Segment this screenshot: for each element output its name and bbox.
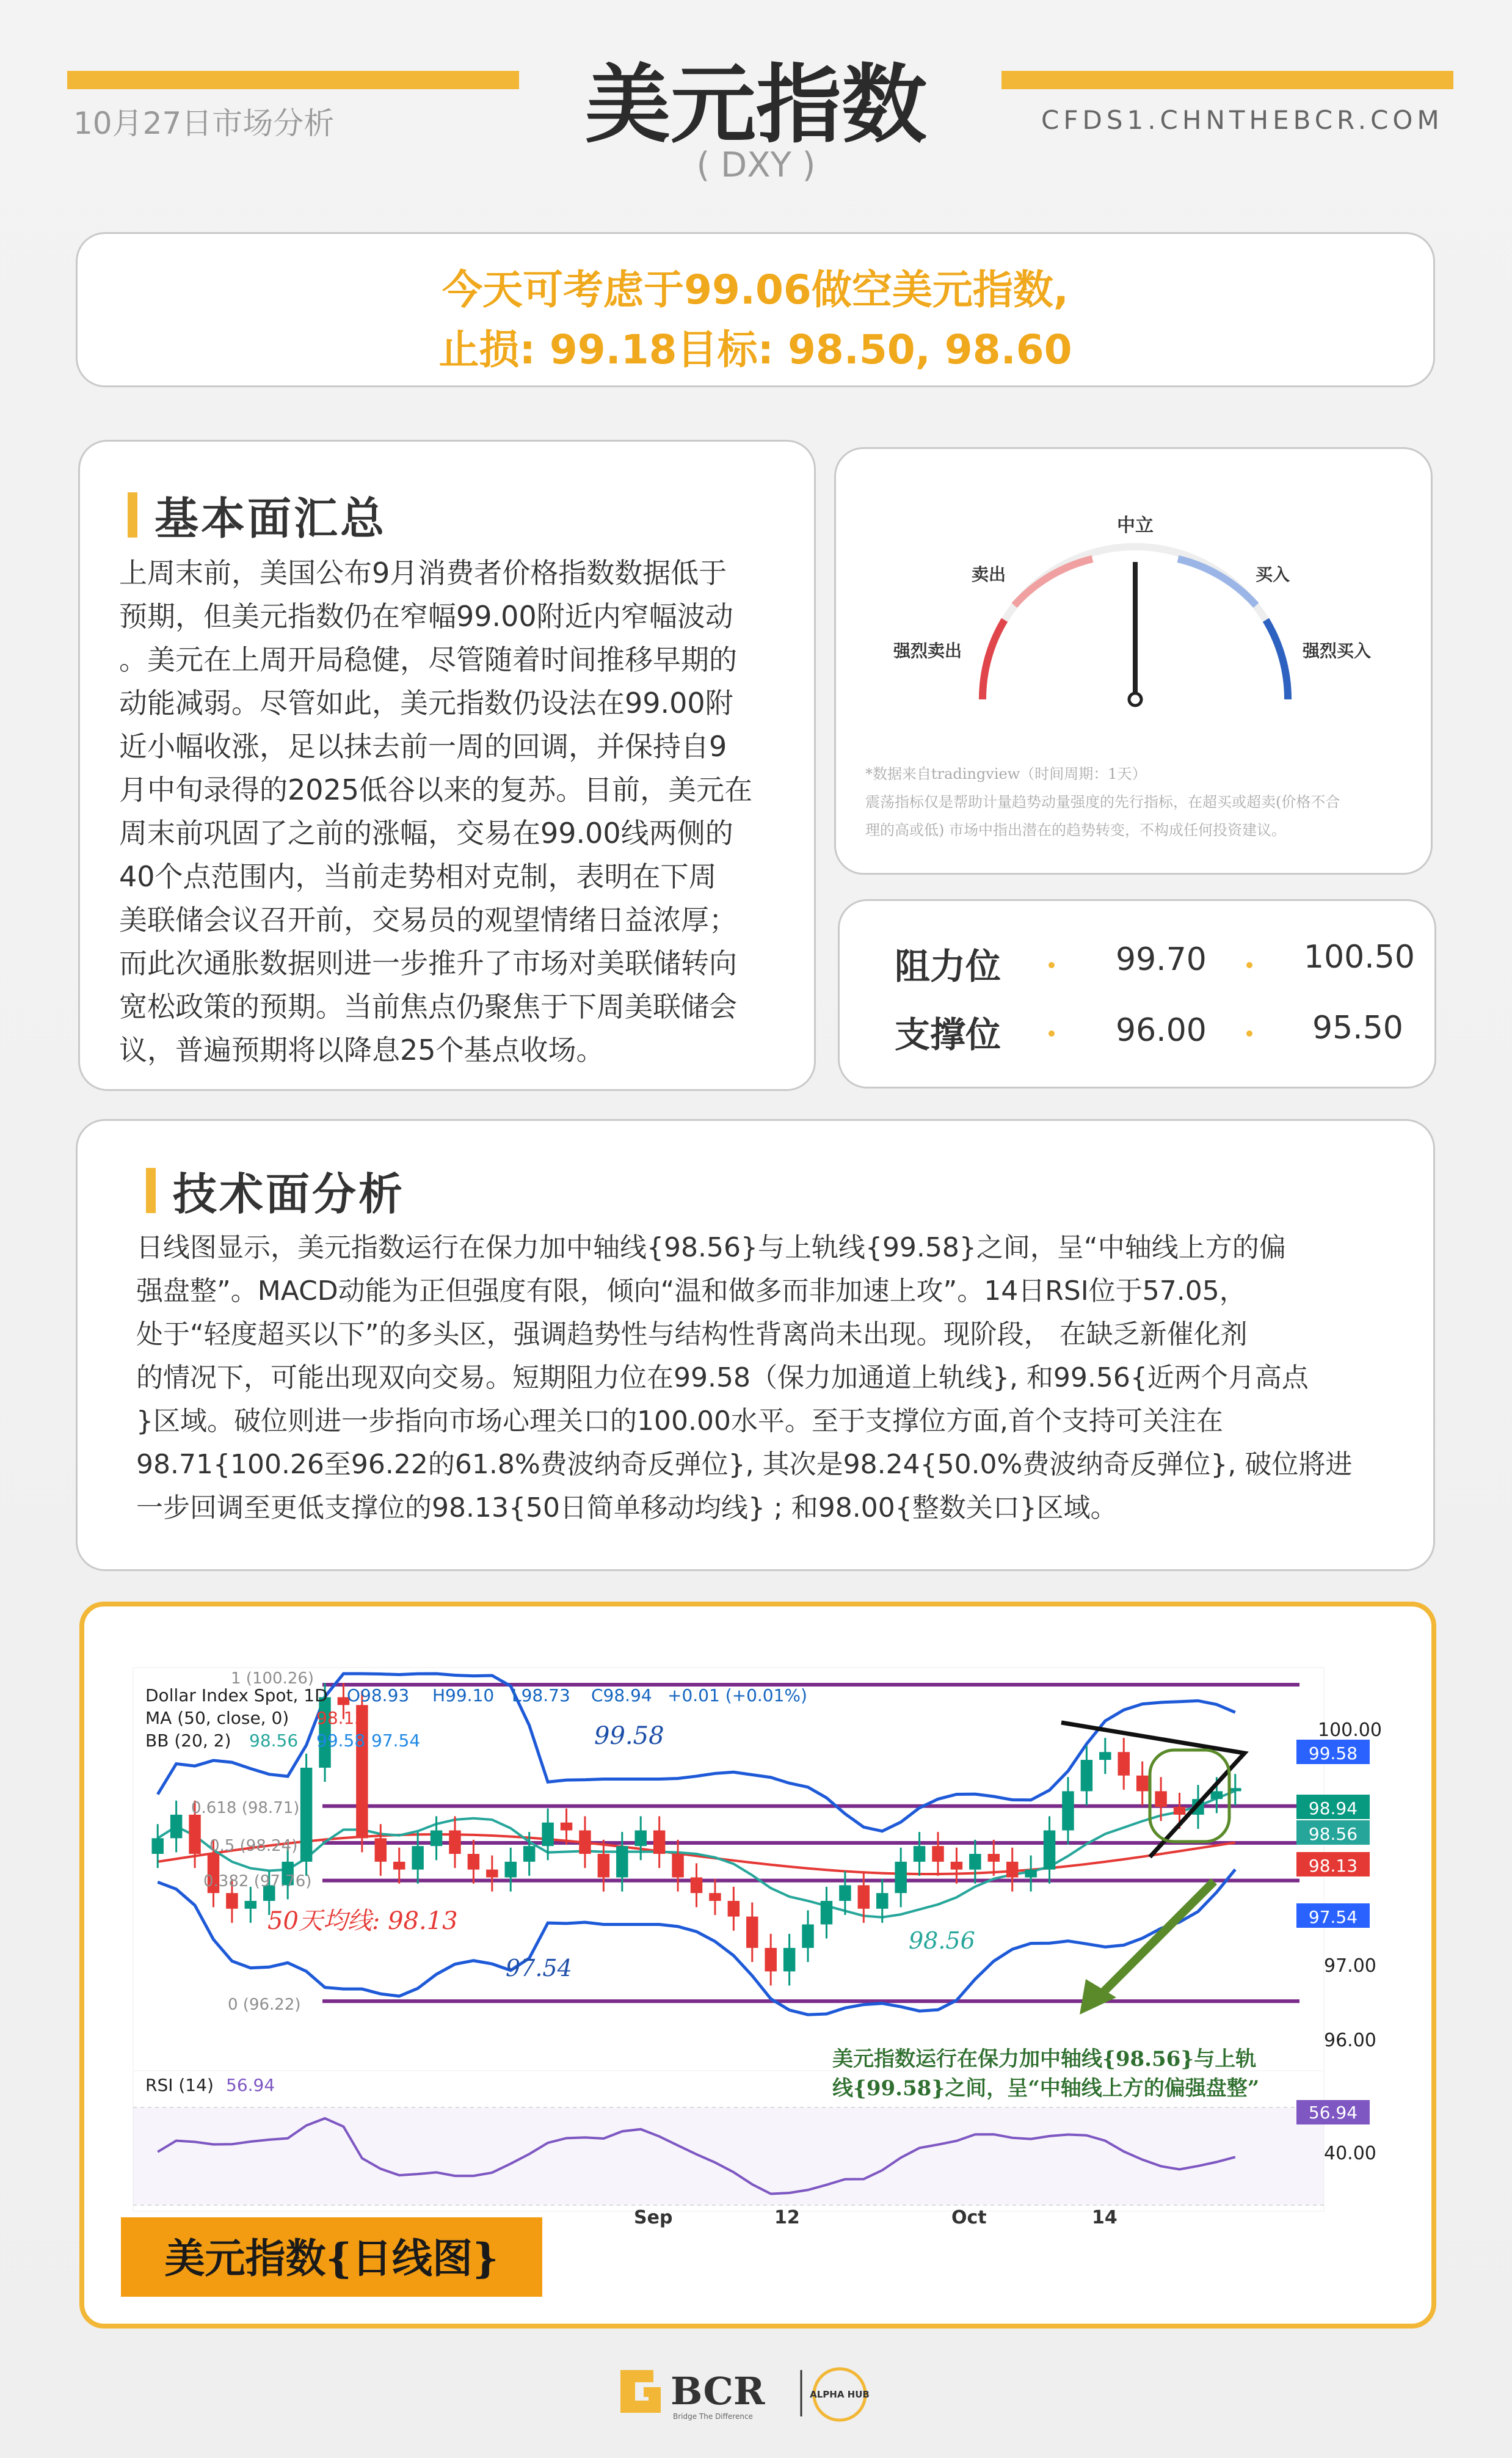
candle-body (300, 1768, 312, 1862)
candle-body (821, 1901, 832, 1924)
candle-body (1211, 1791, 1223, 1799)
signal-card (76, 232, 1435, 387)
candle-body (1155, 1791, 1166, 1807)
legend-ma: MA (50, close, 0) (145, 1708, 289, 1728)
candle-body (598, 1854, 609, 1877)
fib-label-05: 0.5 (98.24) (209, 1837, 298, 1855)
page-title: 美元指数 (584, 56, 927, 155)
candle-body (728, 1901, 740, 1917)
gauge-arc-buy (1178, 559, 1256, 605)
support-level-2: 95.50 (1312, 1010, 1403, 1046)
resistance-level-1: 99.70 (1116, 941, 1207, 978)
alpha-hub-text: ALPHA HUB (810, 2389, 870, 2400)
site-url[interactable]: CFDS1.CHNTHEBCR.COM (1041, 105, 1444, 135)
price-axis-label: 96.00 (1324, 2030, 1376, 2051)
annotation-comment-2: 线{99.58}之间，呈“中轴线上方的偏强盘整” (832, 2076, 1260, 2101)
technical-line: 的情况下，可能出现双向交易。短期阻力位在99.58（保力加通道上轨线}, 和99.56{近两个月高点 (136, 1362, 1309, 1393)
candle-body (914, 1846, 925, 1862)
candle-body (932, 1846, 943, 1862)
fundamentals-line: 近小幅收涨，足以抹去前一周的回调，并保持自9 (119, 730, 727, 763)
resistance-label: 阻力位 (895, 946, 1001, 987)
fundamentals-line: 40个点范围内，当前走势相对克制，表明在下周 (119, 860, 717, 893)
candle-body (170, 1815, 182, 1838)
candle-body (746, 1917, 758, 1948)
candle-body (634, 1831, 646, 1847)
signal-line-2: 止损: 99.18目标: 98.50, 98.60 (438, 326, 1072, 373)
fib-label-0: 0 (96.22) (228, 1996, 301, 2014)
candle-body (523, 1846, 535, 1862)
level-dot (1246, 962, 1252, 968)
heading-accent (128, 492, 137, 538)
candle-body (1099, 1752, 1111, 1760)
fundamentals-line: 议，普遍预期将以降息25个基点收场。 (119, 1034, 605, 1067)
legend-change: +0.01 (+0.01%) (667, 1685, 807, 1705)
chart-badge: 美元指数{日线图} (164, 2234, 499, 2282)
x-axis-label: 12 (774, 2207, 800, 2228)
fib-label-1: 1 (100.26) (231, 1669, 314, 1688)
legend-bb-mid: 98.56 (249, 1730, 299, 1751)
date-label: 10月27日市场分析 (73, 106, 335, 141)
annotation-lower-band: 97.54 (506, 1955, 572, 1982)
technical-card (76, 1119, 1435, 1571)
rsi-band (133, 2107, 1324, 2205)
fundamentals-heading (128, 483, 387, 547)
candle-body (1081, 1760, 1092, 1791)
rsi-value-legend: 56.94 (226, 2075, 275, 2095)
price-tag-label: 98.94 (1308, 1798, 1358, 1818)
bcr-logo (617, 2358, 898, 2425)
dxy-daily-chart-frame (79, 1602, 1436, 2329)
legend-close: C98.94 (591, 1685, 652, 1705)
fundamentals-line: 宽松政策的预期。当前焦点仍聚焦于下周美联储会 (119, 990, 737, 1023)
candle-body (802, 1924, 813, 1947)
gauge-pivot (1129, 693, 1141, 706)
technical-heading-label: 技术面分析 (173, 1169, 405, 1220)
price-tag-label: 97.54 (1308, 1907, 1358, 1927)
fundamentals-card (78, 440, 816, 1091)
rsi-axis-label: 40.00 (1324, 2143, 1376, 2164)
candle-body (1025, 1870, 1036, 1878)
candle-body (1136, 1776, 1148, 1792)
candle-body (895, 1862, 906, 1893)
candle-body (616, 1846, 628, 1877)
candle-body (468, 1854, 479, 1870)
gauge-label-buy: 买入 (1255, 564, 1290, 585)
candle-body (969, 1854, 981, 1870)
candle-body (672, 1854, 683, 1877)
candle-body (709, 1893, 721, 1901)
legend-low: L98.73 (512, 1685, 570, 1705)
price-axis-label: 100.00 (1318, 1720, 1382, 1741)
candle-body (1006, 1862, 1018, 1878)
candle-body (783, 1948, 795, 1971)
rsi-tag-label: 56.94 (1308, 2102, 1358, 2123)
candle-body (1118, 1752, 1130, 1775)
price-tag-label: 98.56 (1308, 1824, 1358, 1844)
price-tag-label: 99.58 (1308, 1743, 1358, 1763)
level-dot (1049, 1030, 1055, 1037)
gauge-source-note: *数据来自tradingview（时间周期：1天） (865, 765, 1147, 782)
candle-body (486, 1870, 498, 1878)
logo-text: BCR (671, 2369, 765, 2413)
logo-tagline: Bridge The Difference (673, 2412, 753, 2421)
heading-accent (146, 1168, 156, 1213)
price-axis-label: 97.00 (1324, 1955, 1376, 1977)
sentiment-gauge-card (834, 447, 1433, 875)
annotation-comment-1: 美元指数运行在保力加中轴线{98.56}与上轨 (832, 2047, 1257, 2071)
support-level-1: 96.00 (1116, 1012, 1207, 1049)
candle-body (839, 1885, 851, 1901)
candle-body (189, 1815, 200, 1854)
technical-line: 98.71{100.26至96.22的61.8%费波纳奇反弹位}, 其次是98.24{50.0%费波纳奇反弹位}, 破位將进 (136, 1449, 1353, 1480)
candle-body (765, 1948, 776, 1971)
annotation-middle-band: 98.56 (909, 1927, 975, 1954)
candle-body (1044, 1831, 1055, 1870)
gauge-disclaimer-1: 震荡指标仅是帮助计量趋势动量强度的先行指标，在超买或超卖(价格不合 (865, 793, 1340, 811)
gauge-label-sell: 卖出 (971, 564, 1006, 585)
gauge-arc-sell (1014, 559, 1092, 605)
legend-ma-value: 98.13 (316, 1708, 366, 1728)
legend-bb-upper: 99.58 (316, 1730, 366, 1751)
legend-bb-lower: 97.54 (371, 1730, 421, 1751)
candle-body (505, 1862, 517, 1878)
technical-line: 一步回调至更低支撑位的98.13{50日简单移动均线} ; 和98.00{整数关口}区域。 (136, 1492, 1118, 1523)
rsi-label: RSI (14) (145, 2075, 214, 2095)
key-levels-card (838, 899, 1436, 1089)
candle-body (1174, 1807, 1185, 1815)
legend-high: H99.10 (432, 1685, 495, 1705)
signal-line-1: 今天可考虑于99.06做空美元指数, (442, 266, 1069, 313)
gauge-disclaimer-2: 理的高或低) 市场中指出潜在的趋势转变，不构成任何投资建议。 (865, 822, 1286, 839)
candle-body (1229, 1788, 1241, 1791)
fundamentals-line: 动能减弱。尽管如此，美元指数仍设法在99.00附 (119, 687, 733, 720)
candle-body (653, 1831, 665, 1854)
gauge-label-strong-buy: 强烈买入 (1302, 641, 1372, 661)
legend-open: O98.93 (347, 1685, 410, 1705)
candle-body (951, 1862, 962, 1870)
candle-body (412, 1846, 423, 1869)
candle-body (431, 1831, 442, 1847)
resistance-level-2: 100.50 (1304, 939, 1415, 976)
candle-body (561, 1823, 572, 1831)
technical-heading (146, 1159, 405, 1222)
price-tag-label: 98.13 (1308, 1856, 1358, 1876)
fundamentals-line: 上周末前，美国公布9月消费者价格指数数据低于 (119, 556, 727, 589)
technical-line: 日线图显示，美元指数运行在保力加中轴线{98.56}与上轨线{99.58}之间，呈“中轴线上方的偏 (136, 1232, 1286, 1263)
gauge-arc-strong-buy (1266, 620, 1288, 699)
candle-body (393, 1862, 405, 1870)
fundamentals-line: 周末前巩固了之前的涨幅，交易在99.00线两侧的 (119, 817, 733, 850)
x-axis-label: Oct (951, 2207, 987, 2228)
sentiment-gauge (836, 449, 1434, 736)
fib-label-0382: 0.382 (97.76) (203, 1872, 312, 1891)
fundamentals-line: 预期，但美元指数仍在窄幅99.00附近内窄幅波动 (119, 600, 733, 633)
fundamentals-body (119, 552, 785, 1072)
technical-line: 强盘整”。MACD动能为正但强度有限，倾向“温和做多而非加速上攻”。14日RSI位于57.05， (136, 1275, 1246, 1307)
level-dot (1246, 1030, 1252, 1037)
annotation-upper-band: 99.58 (594, 1722, 664, 1750)
level-dot (1049, 962, 1055, 968)
annotation-ma50: 50天均线: 98.13 (267, 1907, 458, 1935)
candle-body (542, 1823, 553, 1846)
candle-body (375, 1838, 387, 1861)
legend-symbol: Dollar Index Spot, 1D (145, 1685, 328, 1705)
x-axis-label: Sep (634, 2207, 673, 2228)
candle-body (691, 1877, 702, 1893)
support-label: 支撑位 (895, 1014, 1001, 1056)
technical-body (136, 1226, 1394, 1530)
candle-body (579, 1831, 591, 1854)
gauge-label-strong-sell: 强烈卖出 (893, 641, 962, 661)
candle-body (1062, 1791, 1074, 1830)
candle-body (988, 1854, 1000, 1862)
candle-body (151, 1838, 163, 1854)
candle-body (449, 1831, 460, 1854)
gauge-label-neutral: 中立 (1117, 515, 1154, 536)
candle-body (876, 1893, 888, 1909)
fundamentals-line: 而此次通胀数据则进一步推升了市场对美联储转向 (119, 947, 737, 980)
fundamentals-heading-label: 基本面汇总 (154, 493, 387, 544)
legend-bb: BB (20, 2) (145, 1730, 231, 1751)
x-axis-label: 14 (1092, 2207, 1118, 2228)
gauge-arc-strong-sell (983, 620, 1005, 699)
page-subtitle: ( DXY ) (696, 145, 816, 185)
candle-body (858, 1885, 870, 1908)
technical-line: }区域。破位则进一步指向市场心理关口的100.00水平。至于支撑位方面,首个支持可关注在 (136, 1406, 1223, 1437)
candle-body (245, 1901, 256, 1909)
technical-line: 处于“轻度超买以下”的多头区，强调趋势性与结构性背离尚未出现。现阶段， 在缺乏新催化剂 (136, 1319, 1248, 1350)
dxy-daily-chart (84, 1606, 1431, 2324)
candle-body (226, 1893, 238, 1909)
fib-label-0618: 0.618 (98.71) (191, 1799, 300, 1817)
fundamentals-line: 月中旬录得的2025低谷以来的复苏。目前，美元在 (119, 773, 753, 806)
fundamentals-line: 。美元在上周开局稳健，尽管随着时间推移早期的 (119, 643, 737, 676)
footer-logo (617, 2358, 898, 2425)
fundamentals-line: 美联储会议召开前，交易员的观望情绪日益浓厚； (119, 903, 737, 936)
